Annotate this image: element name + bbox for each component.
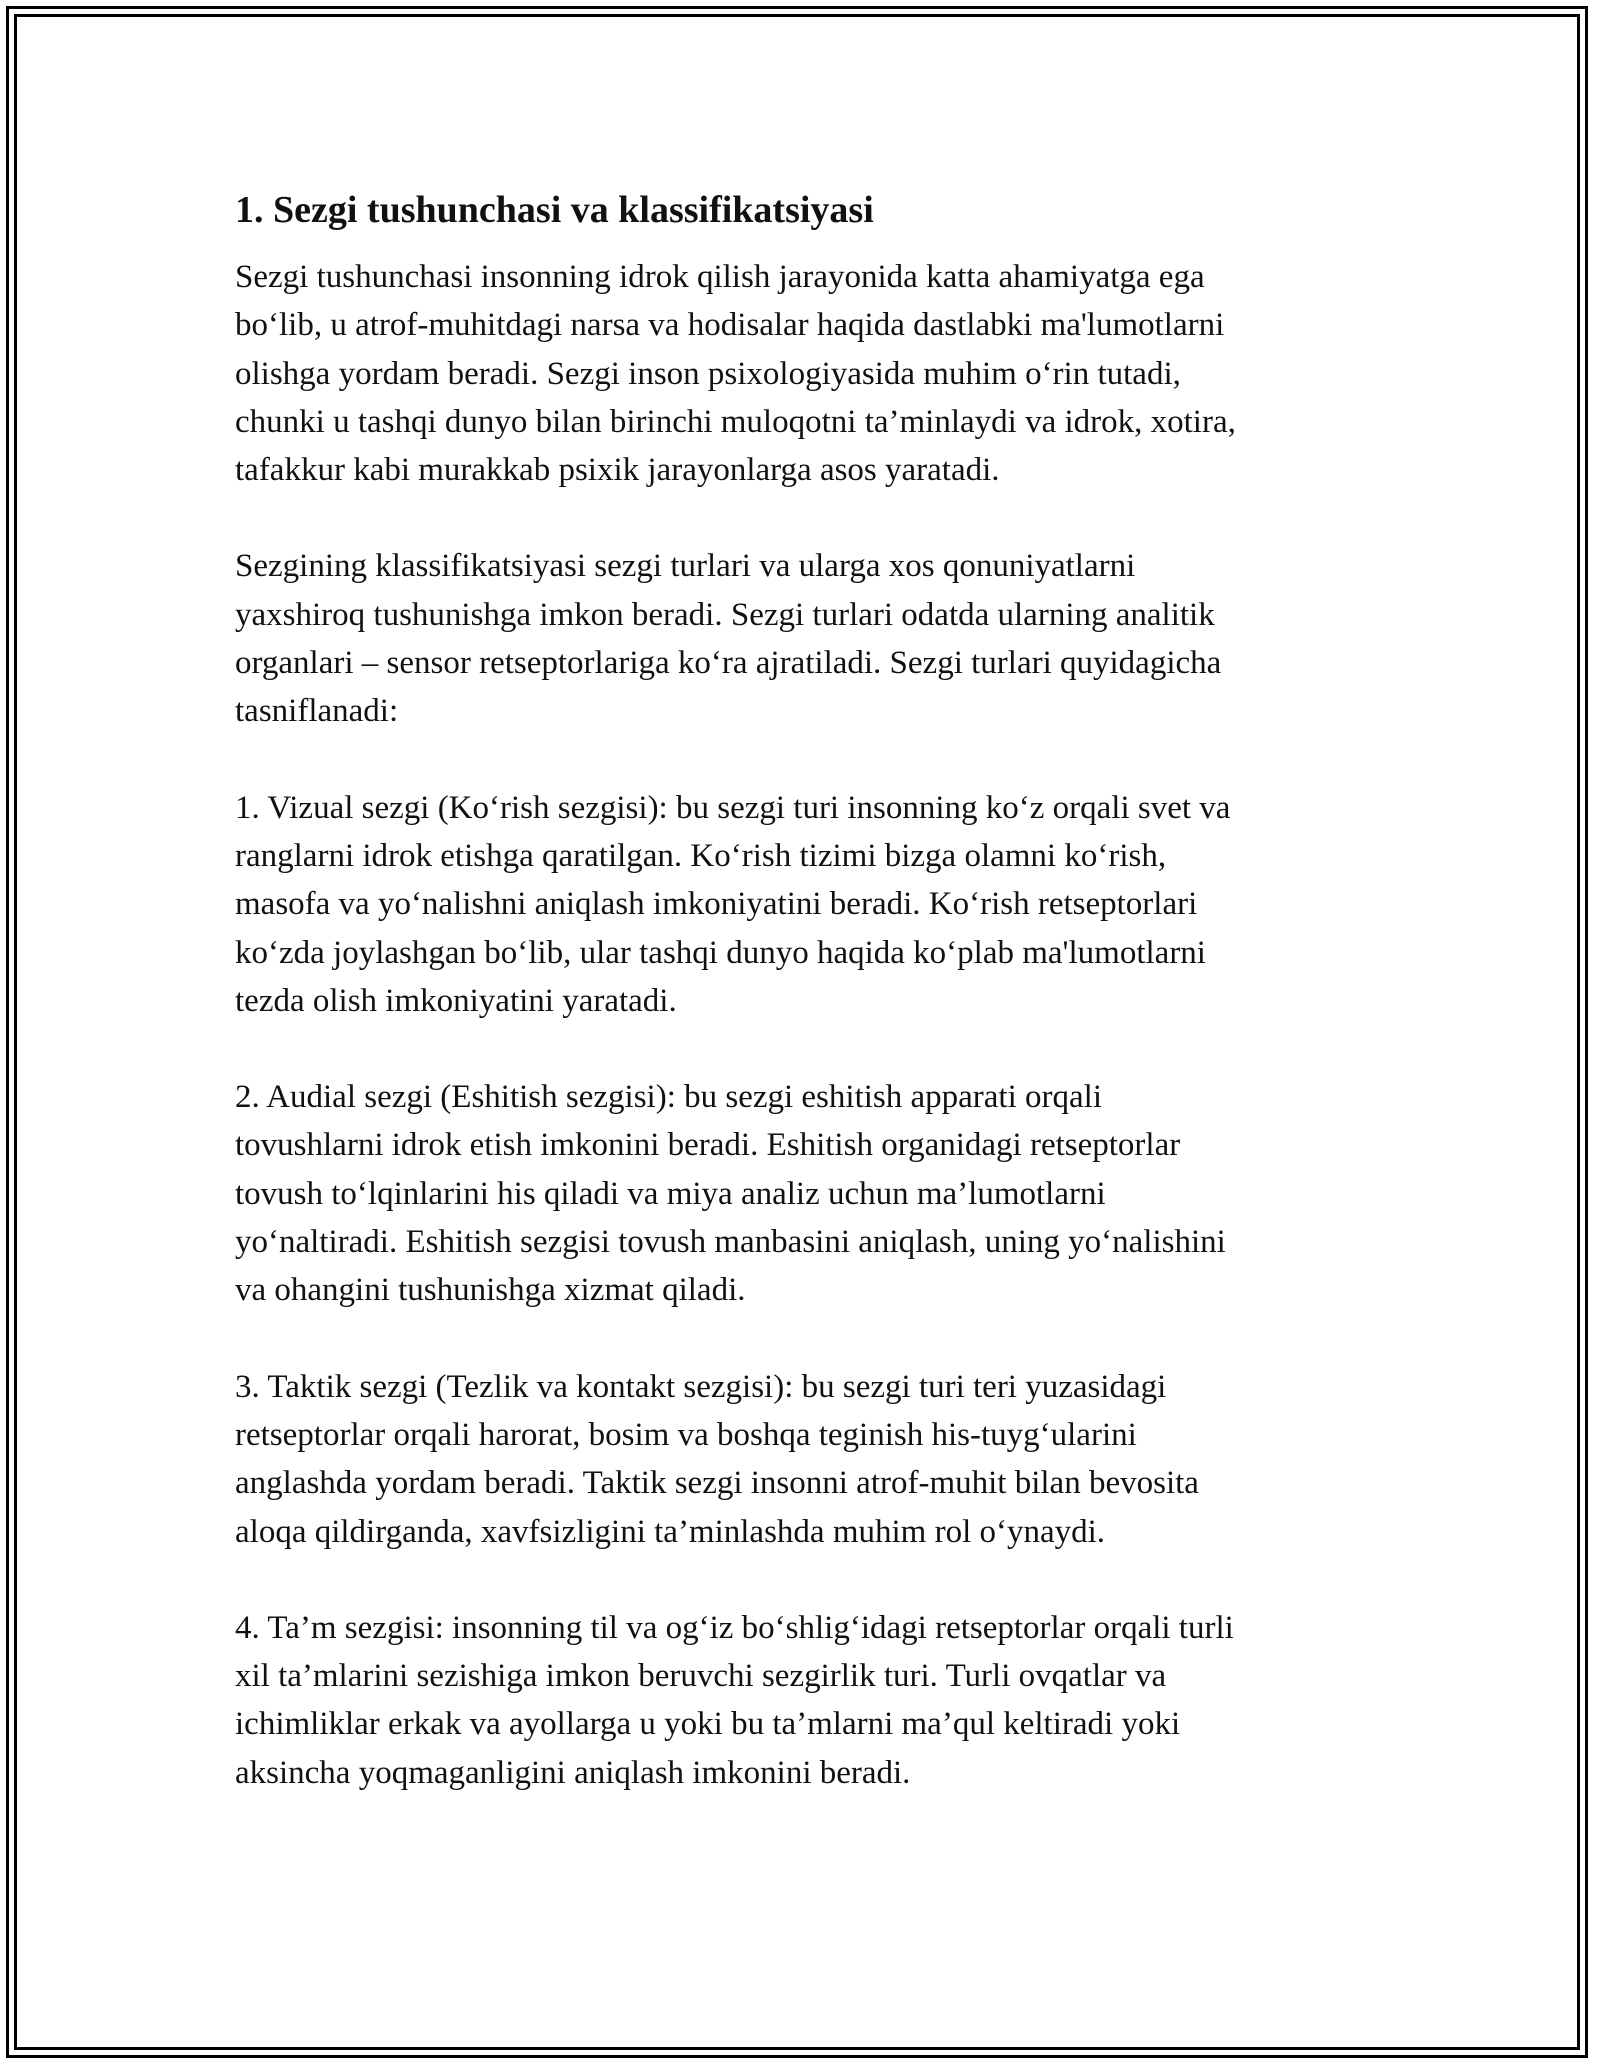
paragraph-tactile-sense: 3. Taktik sezgi (Tezlik va kontakt sezgisi): bu sezgi turi teri yuzasidagi retseptorlar orqali harorat, bosim va boshqa teginish his-tuyg‘ularini anglashda yordam beradi. Taktik sezgi insonni atrof-muhit bilan bevosita aloqa qildirganda, xavfsizligini ta’minlashda muhim rol o‘ynaydi. <box>235 1368 1199 1550</box>
paragraph-intro: Sezgi tushunchasi insonning idrok qilish jarayonida katta ahamiyatga ega bo‘lib, u atrof-muhitdagi narsa va hodisalar haqida dastlabki ma'lumotlarni olishga yordam beradi. Sezgi inson psixologiyasida muhim o‘rin tutadi, chunki u tashqi dunyo bilan birinchi muloqotni ta’minlaydi va idrok, xotira, tafakkur kabi murakkab psixik jarayonlarga asos yaratadi. <box>235 259 1236 489</box>
paragraph-auditory-sense: 2. Audial sezgi (Eshitish sezgisi): bu sezgi eshitish apparati orqali tovushlarni idrok etish imkonini beradi. Eshitish organidagi retseptorlar tovush to‘lqinlarini his qiladi va miya analiz uchun ma’lumotlarni yo‘naltiradi. Eshitish sezgisi tovush manbasini aniqlash, uning yo‘nalishini va ohangini tushunishga xizmat qiladi. <box>235 1079 1226 1309</box>
document-body <box>235 185 1365 1845</box>
paragraph-classification: Sezgining klassifikatsiyasi sezgi turlari va ularga xos qonuniyatlarni yaxshiroq tushunishga imkon beradi. Sezgi turlari odatda ularning analitik organlari – sensor retseptorlariga ko‘ra ajratiladi. Sezgi turlari quyidagicha tasniflanadi: <box>235 548 1222 730</box>
section-heading: 1. Sezgi tushunchasi va klassifikatsiyasi <box>235 189 874 231</box>
paragraph-visual-sense: 1. Vizual sezgi (Ko‘rish sezgisi): bu sezgi turi insonning ko‘z orqali svet va ranglarni idrok etishga qaratilgan. Ko‘rish tizimi bizga olamni ko‘rish, masofa va yo‘nalishni aniqlash imkoniyatini beradi. Ko‘rish retseptorlari ko‘zda joylashgan bo‘lib, ular tashqi dunyo haqida ko‘plab ma'lumotlarni tezda olish imkoniyatini yaratadi. <box>235 789 1231 1019</box>
paragraph-taste-sense: 4. Ta’m sezgisi: insonning til va og‘iz bo‘shlig‘idagi retseptorlar orqali turli xil ta’mlarini sezishiga imkon beruvchi sezgirlik turi. Turli ovqatlar va ichimliklar erkak va ayollarga u yoki bu ta’mlarni ma’qul keltiradi yoki aksincha yoqmaganligini aniqlash imkonini beradi. <box>235 1609 1234 1791</box>
